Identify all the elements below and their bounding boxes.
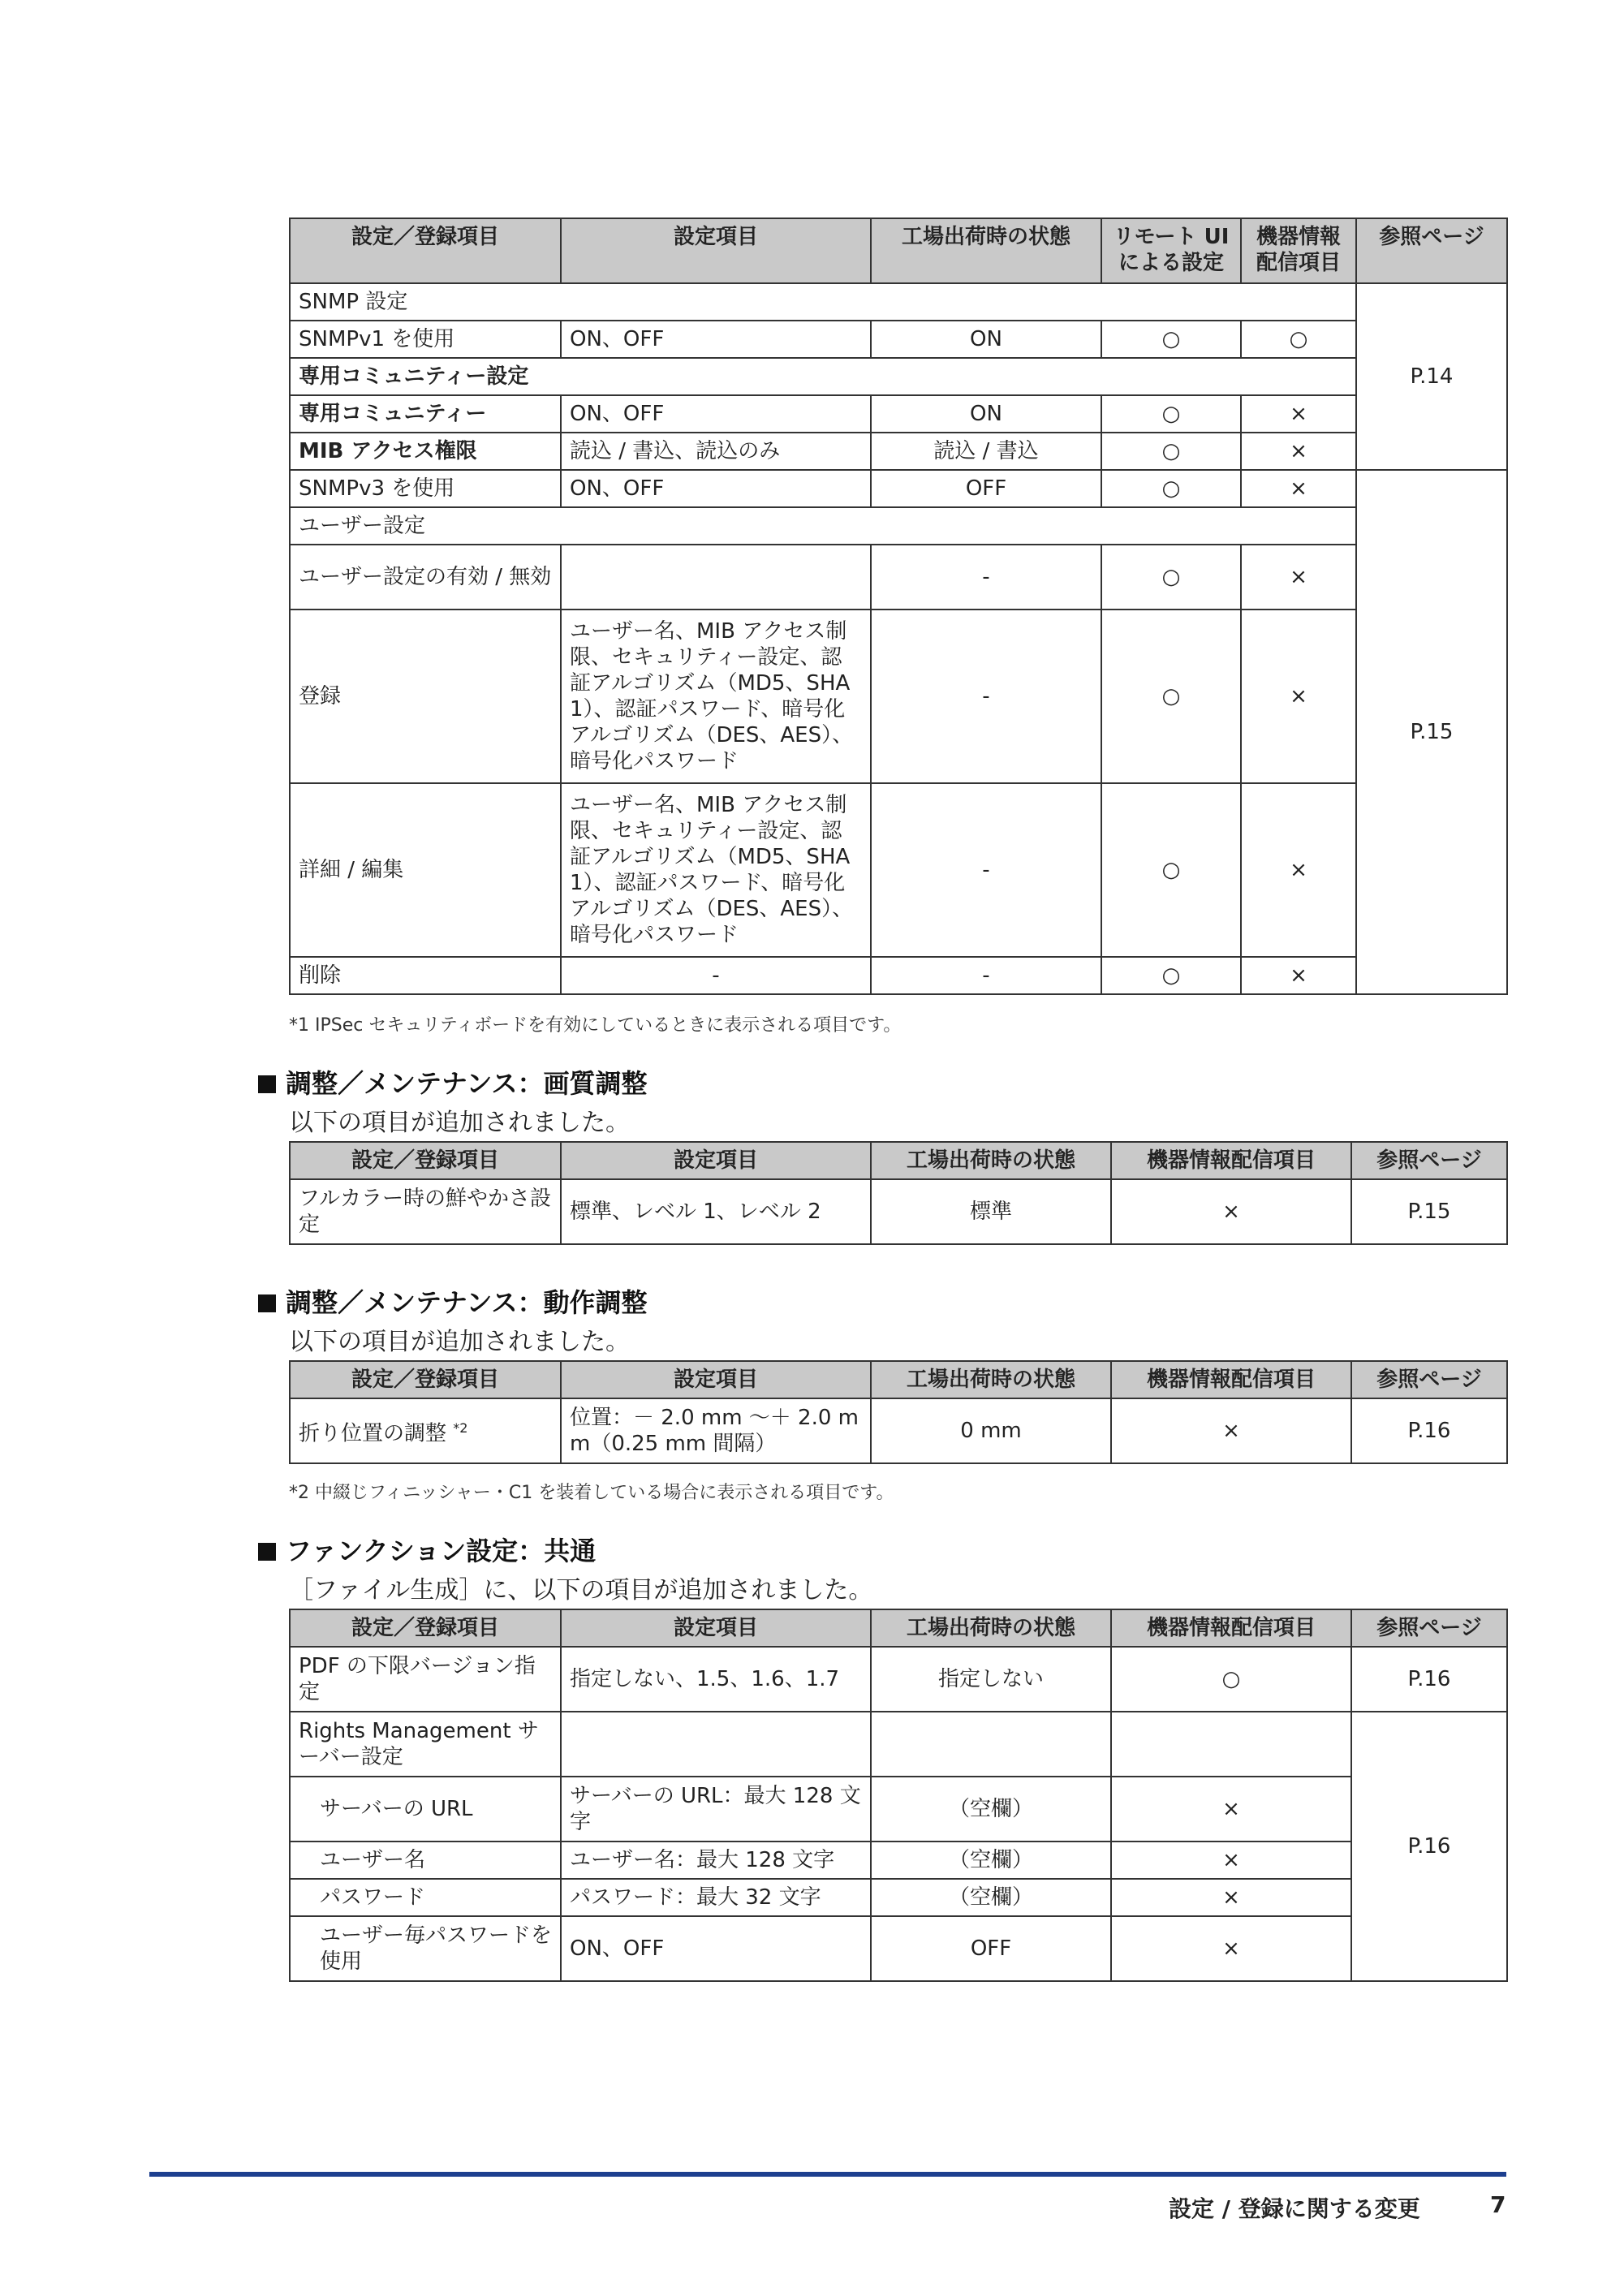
row-default: [871, 1712, 1111, 1777]
section-heading-function-common: ファンクション設定：共通: [258, 1531, 596, 1568]
row-label: ユーザー設定の有効 / 無効: [290, 545, 561, 610]
row-remote: ○: [1101, 321, 1241, 358]
header-remote-ui: リモート UI による設定: [1101, 218, 1241, 283]
row-default: （空欄）: [871, 1777, 1111, 1842]
row-label: SNMPv1 を使用: [290, 321, 561, 358]
row-device: [1111, 1712, 1351, 1777]
row-default: OFF: [871, 1916, 1111, 1981]
row-value: ON、OFF: [561, 470, 871, 507]
row-default: （空欄）: [871, 1879, 1111, 1916]
row-value: ユーザー名、MIB アクセス制限、セキュリティー設定、認証アルゴリズム（MD5、SHA1）、認証パスワード、暗号化アルゴリズム（DES、AES）、暗号化パスワード: [561, 610, 871, 783]
row-value: パスワード：最大 32 文字: [561, 1879, 871, 1916]
row-default: ON: [871, 321, 1101, 358]
ref-page: P.15: [1356, 470, 1507, 994]
row-label: 詳細 / 編集: [290, 783, 561, 957]
row-value: -: [561, 957, 871, 994]
row-remote: ○: [1101, 545, 1241, 610]
row-default: -: [871, 545, 1101, 610]
row-default: （空欄）: [871, 1842, 1111, 1879]
row-label: フルカラー時の鮮やかさ設定: [290, 1179, 561, 1244]
header-setting-item: 設定／登録項目: [290, 1609, 561, 1647]
row-default: 標準: [871, 1179, 1111, 1244]
ref-page: P.15: [1351, 1179, 1507, 1244]
row-label: ユーザー毎パスワードを使用: [290, 1916, 561, 1981]
header-factory-default: 工場出荷時の状態: [871, 1361, 1111, 1398]
row-remote: ○: [1101, 957, 1241, 994]
section-intro: ［ファイル生成］に、以下の項目が追加されました。: [289, 1576, 873, 1605]
row-device: ×: [1241, 470, 1356, 507]
row-label: 削除: [290, 957, 561, 994]
section-intro: 以下の項目が追加されました。: [289, 1328, 630, 1356]
square-bullet-icon: [258, 1294, 276, 1312]
square-bullet-icon: [258, 1543, 276, 1561]
row-value: サーバーの URL：最大 128 文字: [561, 1777, 871, 1842]
row-value: [561, 545, 871, 610]
row-value: ユーザー名：最大 128 文字: [561, 1842, 871, 1879]
row-device: ×: [1241, 395, 1356, 433]
ref-page: P.16: [1351, 1647, 1507, 1712]
footnote-1: *1 IPSec セキュリティボードを有効にしているときに表示される項目です。: [289, 1015, 902, 1036]
header-setting-item: 設定／登録項目: [290, 218, 561, 283]
header-device-info: 機器情報配信項目: [1111, 1609, 1351, 1647]
section-heading-image-quality: 調整／メンテナンス：画質調整: [258, 1063, 647, 1101]
row-remote: ○: [1101, 783, 1241, 957]
section-heading-operation: 調整／メンテナンス：動作調整: [258, 1282, 647, 1320]
row-device: ×: [1111, 1179, 1351, 1244]
row-device: ×: [1241, 783, 1356, 957]
row-label: 専用コミュニティー設定: [290, 358, 1356, 395]
row-device: ×: [1241, 957, 1356, 994]
row-remote: ○: [1101, 433, 1241, 470]
row-label: SNMP 設定: [290, 283, 1356, 321]
row-default: 読込 / 書込: [871, 433, 1101, 470]
row-value: [561, 1712, 871, 1777]
row-default: 0 mm: [871, 1398, 1111, 1463]
row-device: ×: [1111, 1879, 1351, 1916]
footer-rule: [149, 2172, 1506, 2177]
row-value: 標準、レベル 1、レベル 2: [561, 1179, 871, 1244]
function-common-table: [289, 1609, 1508, 1982]
row-label: サーバーの URL: [290, 1777, 561, 1842]
row-device: ×: [1241, 433, 1356, 470]
header-device-info: 機器情報配信項目: [1241, 218, 1356, 283]
row-label: パスワード: [290, 1879, 561, 1916]
row-value: ON、OFF: [561, 1916, 871, 1981]
row-label: MIB アクセス権限: [290, 433, 561, 470]
row-value: 読込 / 書込、読込のみ: [561, 433, 871, 470]
row-value: 指定しない、1.5、1.6、1.7: [561, 1647, 871, 1712]
row-value: ユーザー名、MIB アクセス制限、セキュリティー設定、認証アルゴリズム（MD5、SHA1）、認証パスワード、暗号化アルゴリズム（DES、AES）、暗号化パスワード: [561, 783, 871, 957]
row-label: SNMPv3 を使用: [290, 470, 561, 507]
header-setting-value: 設定項目: [561, 1142, 871, 1179]
header-setting-item: 設定／登録項目: [290, 1142, 561, 1179]
row-remote: ○: [1101, 610, 1241, 783]
row-label: ユーザー設定: [290, 507, 1356, 545]
row-remote: ○: [1101, 395, 1241, 433]
operation-table: [289, 1360, 1508, 1464]
footnote-ref: *2: [453, 1419, 468, 1436]
header-setting-item: 設定／登録項目: [290, 1361, 561, 1398]
header-setting-value: 設定項目: [561, 1361, 871, 1398]
row-default: ON: [871, 395, 1101, 433]
square-bullet-icon: [258, 1075, 276, 1093]
row-default: -: [871, 610, 1101, 783]
row-device: ○: [1241, 321, 1356, 358]
row-default: -: [871, 957, 1101, 994]
header-ref-page: 参照ページ: [1356, 218, 1507, 283]
row-label: 専用コミュニティー: [290, 395, 561, 433]
row-default: -: [871, 783, 1101, 957]
snmp-settings-table: [289, 218, 1508, 995]
ref-page: P.16: [1351, 1398, 1507, 1463]
section-intro: 以下の項目が追加されました。: [289, 1109, 630, 1137]
header-factory-default: 工場出荷時の状態: [871, 1609, 1111, 1647]
row-label: ユーザー名: [290, 1842, 561, 1879]
header-factory-default: 工場出荷時の状態: [871, 218, 1101, 283]
row-device: ×: [1241, 545, 1356, 610]
row-device: ×: [1241, 610, 1356, 783]
row-remote: ○: [1101, 470, 1241, 507]
row-value: ON、OFF: [561, 395, 871, 433]
header-setting-value: 設定項目: [561, 218, 871, 283]
row-value: ON、OFF: [561, 321, 871, 358]
footer-title: 設定 / 登録に関する変更: [1169, 2195, 1420, 2222]
header-ref-page: 参照ページ: [1351, 1361, 1507, 1398]
row-default: 指定しない: [871, 1647, 1111, 1712]
row-label: 登録: [290, 610, 561, 783]
image-quality-table: [289, 1141, 1508, 1245]
ref-page: P.14: [1356, 283, 1507, 470]
footnote-2: *2 中綴じフィニッシャー・C1 を装着している場合に表示される項目です。: [289, 1483, 894, 1503]
row-label: 折り位置の調整 $^{*2}$: [290, 1398, 561, 1463]
row-device: ×: [1111, 1398, 1351, 1463]
header-setting-value: 設定項目: [561, 1609, 871, 1647]
row-device: ○: [1111, 1647, 1351, 1712]
row-device: ×: [1111, 1916, 1351, 1981]
ref-page: P.16: [1351, 1712, 1507, 1981]
header-device-info: 機器情報配信項目: [1111, 1142, 1351, 1179]
row-device: ×: [1111, 1777, 1351, 1842]
row-value: 位置：－ 2.0 mm ～＋ 2.0 mm（0.25 mm 間隔）: [561, 1398, 871, 1463]
page-number: 7: [1490, 2191, 1506, 2218]
row-default: OFF: [871, 470, 1101, 507]
row-device: ×: [1111, 1842, 1351, 1879]
header-factory-default: 工場出荷時の状態: [871, 1142, 1111, 1179]
header-ref-page: 参照ページ: [1351, 1142, 1507, 1179]
header-device-info: 機器情報配信項目: [1111, 1361, 1351, 1398]
header-ref-page: 参照ページ: [1351, 1609, 1507, 1647]
row-label: PDF の下限バージョン指定: [290, 1647, 561, 1712]
row-label: Rights Management サーバー設定: [290, 1712, 561, 1777]
